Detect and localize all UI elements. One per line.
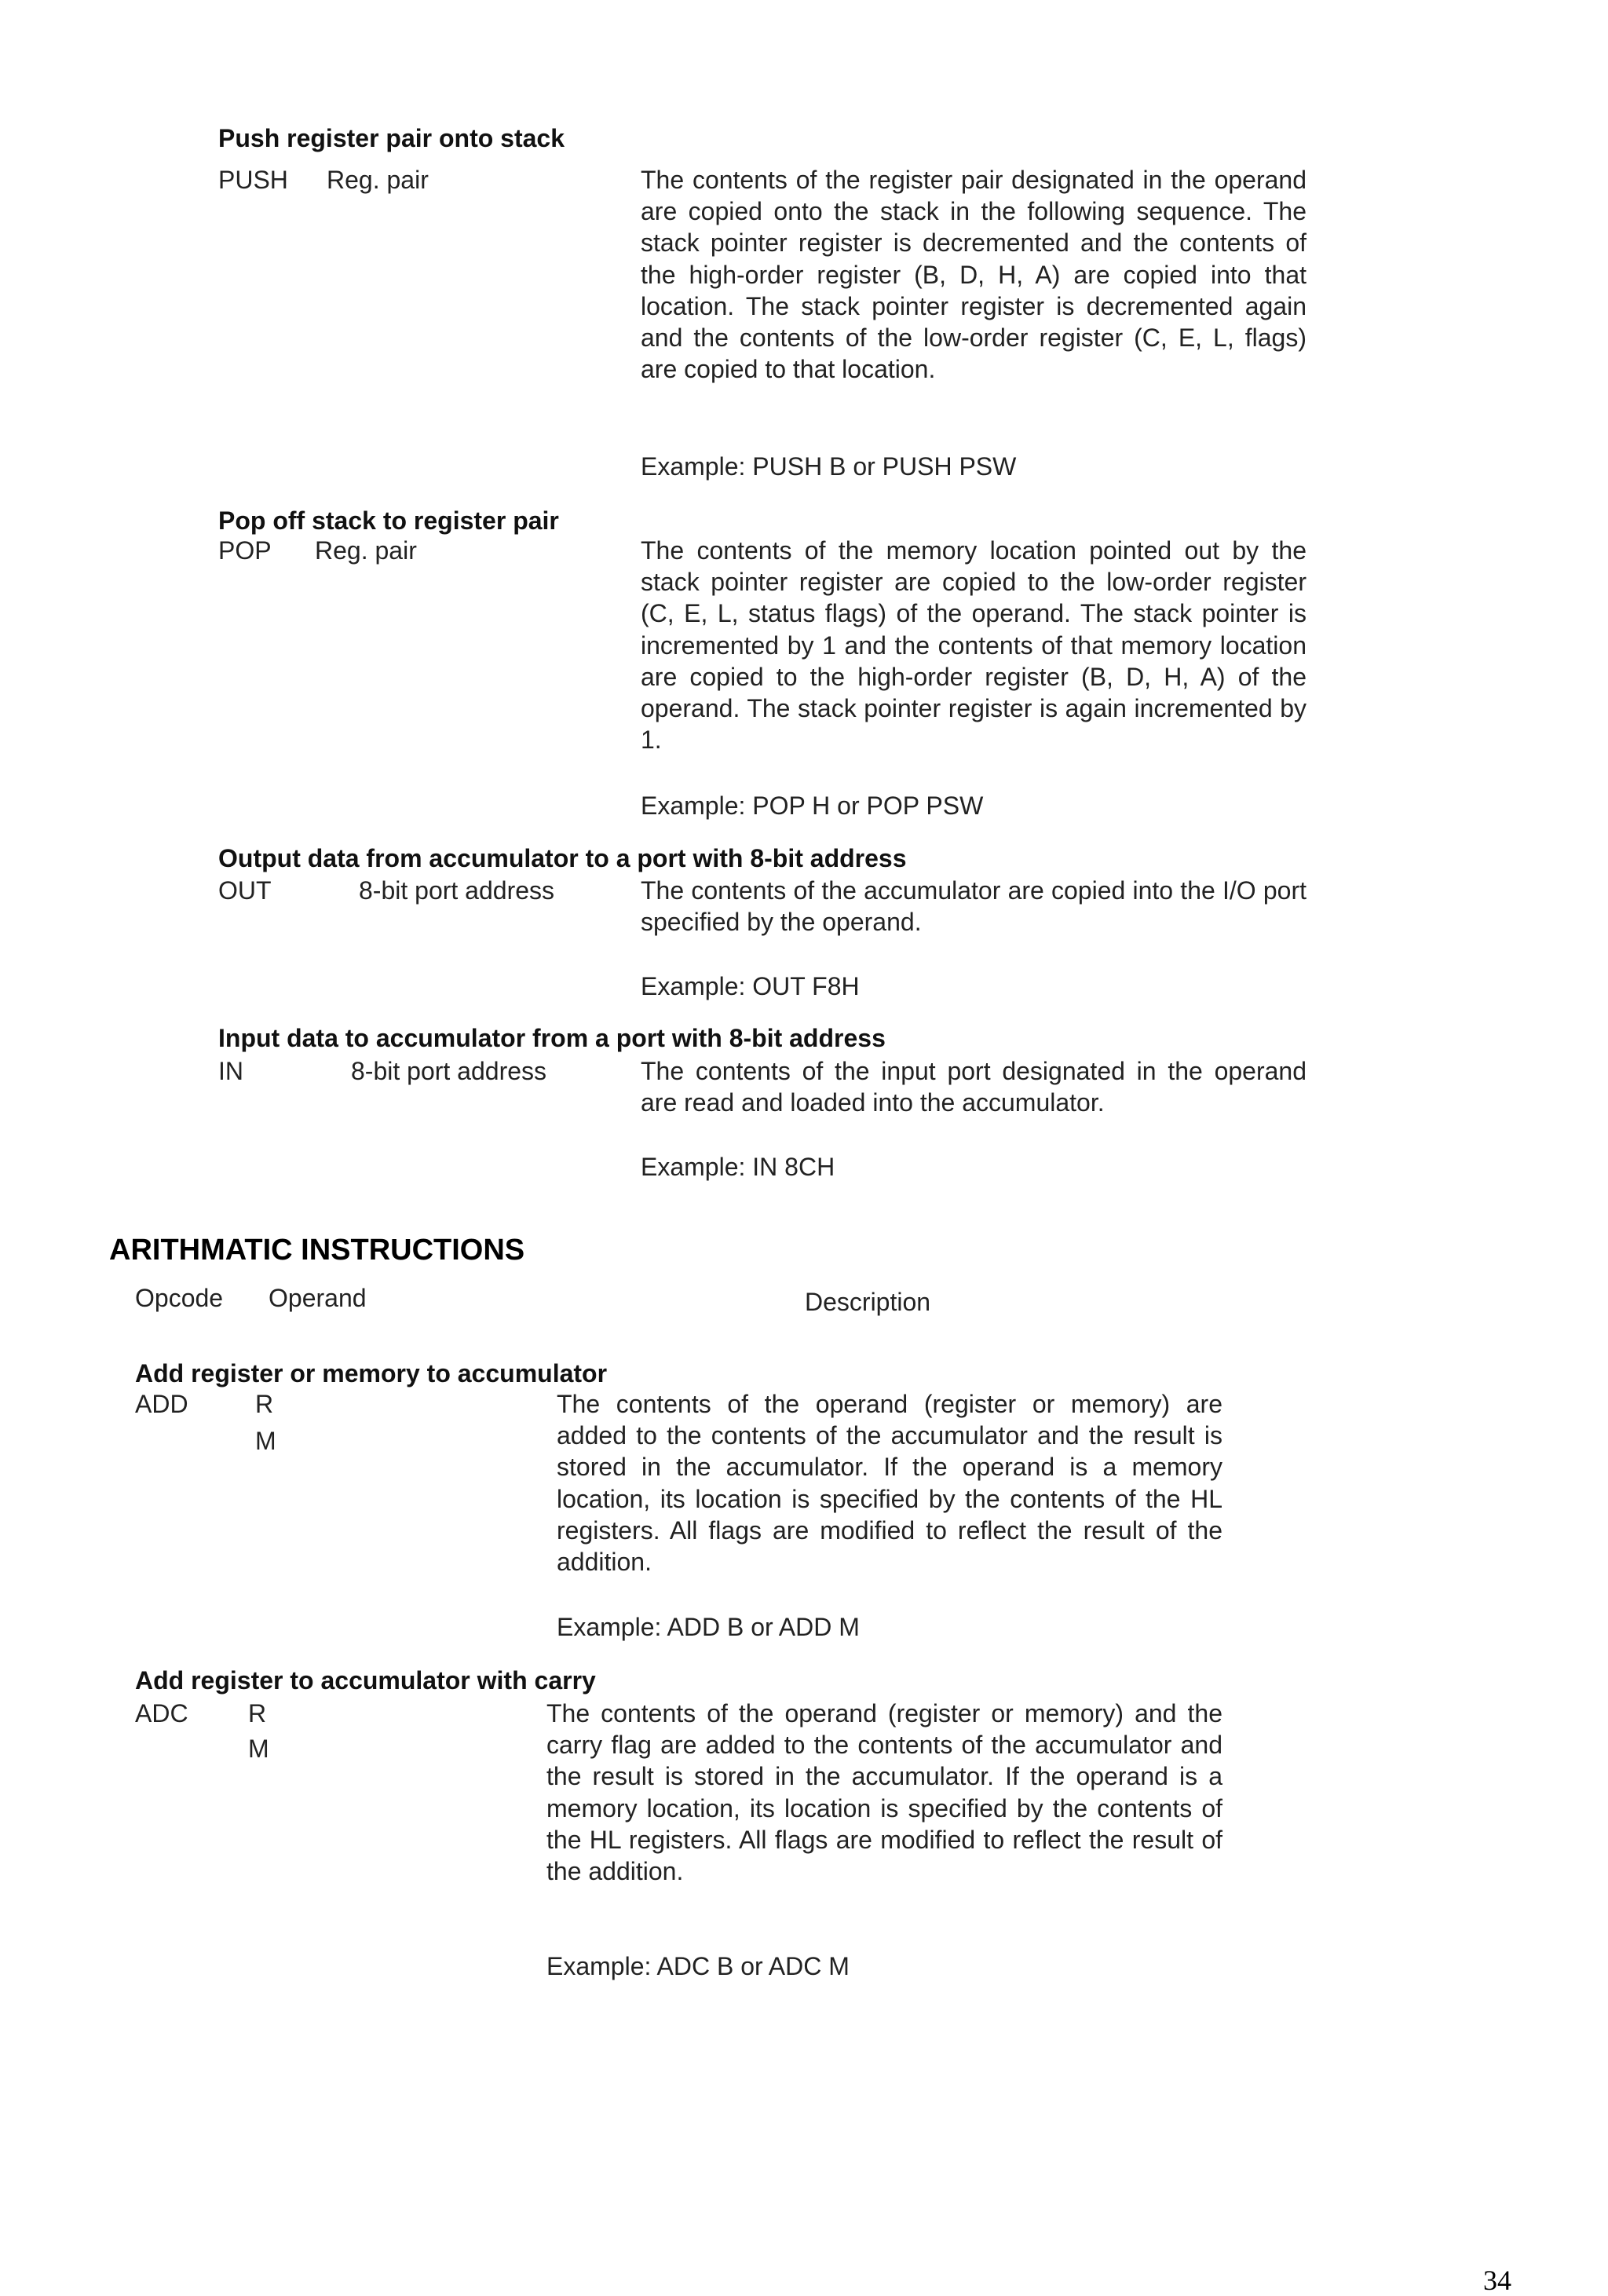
in-description: The contents of the input port designated in the operand are read and loaded into the accumulator. <box>641 1057 1306 1117</box>
in-operand: 8-bit port address <box>351 1057 547 1085</box>
push-opcode: PUSH <box>218 166 288 194</box>
out-opcode: OUT <box>218 876 272 905</box>
adc-opcode: ADC <box>135 1699 188 1727</box>
column-header-description: Description <box>805 1288 931 1316</box>
push-operand: Reg. pair <box>327 166 429 194</box>
push-example: Example: PUSH B or PUSH PSW <box>641 452 1017 481</box>
push-description: The contents of the register pair designated in the operand are copied onto the stack in the following sequence. The stack pointer register is decremented and the contents of the high-order register (B, D, H, A) are copied into that location. The stack pointer register is decremented again and the contents of the low-order register (C, E, L, flags) are copied to that location. <box>641 166 1306 384</box>
column-header-operand: Operand <box>269 1284 367 1312</box>
adc-operand-r: R <box>248 1699 267 1727</box>
out-example: Example: OUT F8H <box>641 972 860 1000</box>
push-heading: Push register pair onto stack <box>218 124 565 152</box>
adc-heading: Add register to accumulator with carry <box>135 1666 596 1695</box>
in-example: Example: IN 8CH <box>641 1153 835 1181</box>
out-heading: Output data from accumulator to a port with 8-bit address <box>218 844 907 872</box>
column-header-opcode: Opcode <box>135 1284 224 1312</box>
in-opcode: IN <box>218 1057 243 1085</box>
adc-operand-m: M <box>248 1735 269 1763</box>
out-description: The contents of the accumulator are copied into the I/O port specified by the operand. <box>641 876 1306 937</box>
add-heading: Add register or memory to accumulator <box>135 1359 608 1387</box>
pop-heading: Pop off stack to register pair <box>218 506 559 535</box>
out-operand: 8-bit port address <box>359 876 555 905</box>
add-description: The contents of the operand (register or memory) are added to the contents of the accumulator and the result is stored in the accumulator. If the operand is a memory location, its location is specified by the contents of the HL registers. All flags are modified to reflect the result of the addition. <box>557 1390 1222 1577</box>
pop-example: Example: POP H or POP PSW <box>641 792 984 820</box>
add-operand-m: M <box>255 1427 276 1455</box>
adc-example: Example: ADC B or ADC M <box>546 1952 850 1980</box>
pop-description: The contents of the memory location pointed out by the stack pointer register are copied to the low-order register (C, E, L, status flags) of the operand. The stack pointer is incremented by 1 and the contents of that memory location are copied to the high-order register (B, D, H, A) of the operand. The stack pointer register is again incremented by 1. <box>641 536 1306 755</box>
adc-description: The contents of the operand (register or memory) and the carry flag are added to the contents of the accumulator and the result is stored in the accumulator. If the operand is a memory location, its location is specified by the contents of the HL registers. All flags are modified to reflect the result of the addition. <box>546 1699 1222 1886</box>
in-heading: Input data to accumulator from a port with 8-bit address <box>218 1024 886 1052</box>
add-example: Example: ADD B or ADD M <box>557 1613 860 1641</box>
add-opcode: ADD <box>135 1390 188 1418</box>
add-operand-r: R <box>255 1390 274 1418</box>
pop-opcode: POP <box>218 536 272 565</box>
page-number: 34 <box>1483 2265 1511 2296</box>
pop-operand: Reg. pair <box>315 536 417 565</box>
section-title: ARITHMATIC INSTRUCTIONS <box>109 1234 525 1267</box>
